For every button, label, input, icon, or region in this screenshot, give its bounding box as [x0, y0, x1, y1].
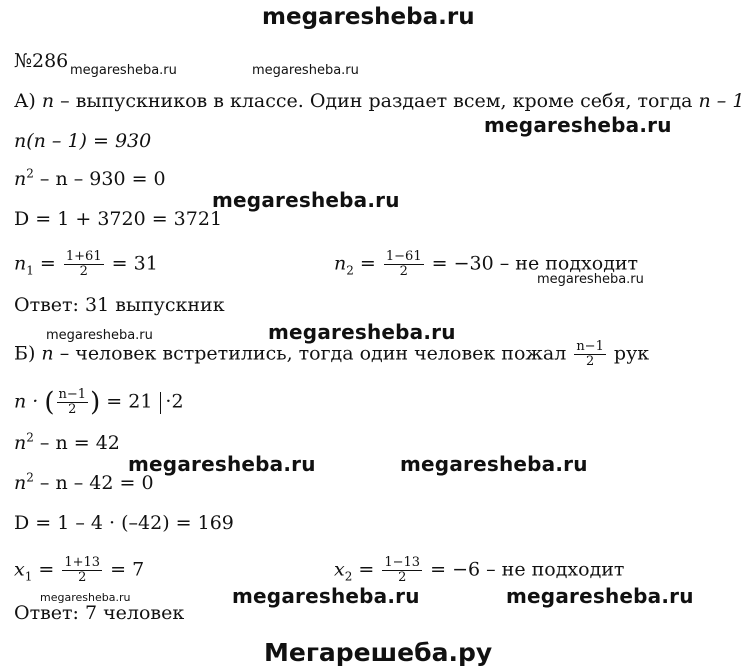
- subscript: 2: [346, 263, 354, 278]
- problem-number: №286: [14, 50, 69, 72]
- discriminant: [14, 512, 234, 534]
- watermark-small: megaresheba.ru: [537, 272, 644, 287]
- fraction: [574, 340, 606, 369]
- root-value: = 7: [110, 558, 145, 581]
- part-b-statement: [14, 340, 649, 369]
- watermark-small: megaresheba.ru: [70, 63, 177, 78]
- expression: n – 1: [698, 90, 744, 112]
- equation: [14, 388, 184, 417]
- exponent: 2: [26, 430, 34, 445]
- root-value: = −6 – не подходит: [430, 558, 625, 581]
- numerator: n−1: [576, 339, 604, 354]
- variable: n: [14, 252, 27, 275]
- watermark-small: megaresheba.ru: [40, 591, 131, 604]
- site-title: megaresheba.ru: [262, 4, 475, 30]
- variable: n: [14, 432, 27, 454]
- statement-text: – человек встретились, тогда один человек пожал: [53, 342, 573, 365]
- numerator: 1−13: [384, 555, 421, 570]
- discriminant-text: D = 1 + 3720 = 3721: [14, 208, 223, 230]
- fraction: [384, 250, 424, 279]
- subscript: 1: [24, 569, 33, 584]
- root-2: $x_2$ = $\frac{1-13}{2}$ = −6 – не подходит: [334, 555, 625, 585]
- denominator: 2: [398, 570, 407, 585]
- part-label: Б): [14, 342, 36, 365]
- answer: Ответ: 7 человек: [14, 602, 185, 624]
- part-a-statement: [14, 90, 744, 112]
- root-value: = −30 – не подходит: [431, 252, 639, 275]
- denominator: 2: [399, 264, 408, 279]
- equation-text: – n – 42 = 0: [33, 472, 154, 494]
- discriminant-text: D = 1 – 4 · (–42) = 169: [14, 512, 234, 534]
- root-value: = 31: [111, 252, 158, 275]
- variable: n: [14, 168, 27, 190]
- watermark-small: megaresheba.ru: [46, 328, 153, 343]
- part-label: А): [14, 90, 36, 112]
- numerator: 1−61: [385, 249, 422, 264]
- variable: n: [14, 472, 27, 494]
- denominator: 2: [79, 264, 88, 279]
- equation-text: n(n – 1) = 930: [14, 130, 152, 152]
- watermark-big: megaresheba.ru: [232, 584, 420, 608]
- denominator: 2: [68, 402, 77, 417]
- exponent: 2: [26, 166, 34, 181]
- variable: x: [14, 558, 25, 581]
- equation-text: = 21: [106, 390, 153, 413]
- divider-bar: [160, 392, 161, 414]
- numerator: n−1: [58, 387, 87, 402]
- numerator: 1+61: [65, 249, 102, 264]
- watermark-big: megaresheba.ru: [400, 452, 588, 476]
- watermark-big: megaresheba.ru: [268, 320, 456, 344]
- paren-left: (: [44, 387, 55, 418]
- watermark-big: megaresheba.ru: [128, 452, 316, 476]
- watermark-big: megaresheba.ru: [212, 188, 400, 212]
- root-1: $n_1$ = $\frac{1+61}{2}$ = 31: [14, 249, 158, 279]
- fraction: [57, 388, 89, 417]
- watermark-big: megaresheba.ru: [506, 584, 694, 608]
- watermark-big: megaresheba.ru: [484, 113, 672, 137]
- variable: n: [41, 342, 54, 365]
- fraction: [382, 556, 422, 585]
- multiplier: ·2: [165, 390, 184, 413]
- statement-text: – выпускников в классе. Один раздает всем, кроме себя, тогда: [54, 90, 699, 112]
- equation-text: – n – 930 = 0: [33, 168, 166, 190]
- subscript: 1: [26, 263, 34, 278]
- equation: [14, 472, 154, 494]
- exponent: 2: [26, 470, 34, 485]
- equation-text: – n = 42: [33, 432, 120, 454]
- denominator: 2: [585, 354, 595, 369]
- fraction: [64, 250, 104, 279]
- answer: Ответ: 31 выпускник: [14, 294, 225, 316]
- footer-title: Мегарешеба.ру: [264, 638, 493, 667]
- watermark-small: megaresheba.ru: [252, 63, 359, 78]
- equation-text: n ·: [14, 390, 39, 413]
- denominator: 2: [78, 570, 87, 585]
- paren-right: ): [90, 387, 101, 418]
- subscript: 2: [344, 569, 353, 584]
- statement-text: рук: [613, 342, 650, 365]
- fraction: [62, 556, 102, 585]
- numerator: 1+13: [64, 555, 101, 570]
- root-2: $n_2$ = $\frac{1-61}{2}$ = −30 – не подходит: [334, 249, 639, 279]
- variable: n: [334, 252, 347, 275]
- root-1: $x_1$ = $\frac{1+13}{2}$ = 7: [14, 555, 145, 585]
- equation: [14, 130, 151, 152]
- variable: n: [41, 90, 55, 112]
- variable: x: [334, 558, 345, 581]
- equation: [14, 168, 166, 190]
- equation: [14, 432, 120, 454]
- discriminant: [14, 208, 222, 230]
